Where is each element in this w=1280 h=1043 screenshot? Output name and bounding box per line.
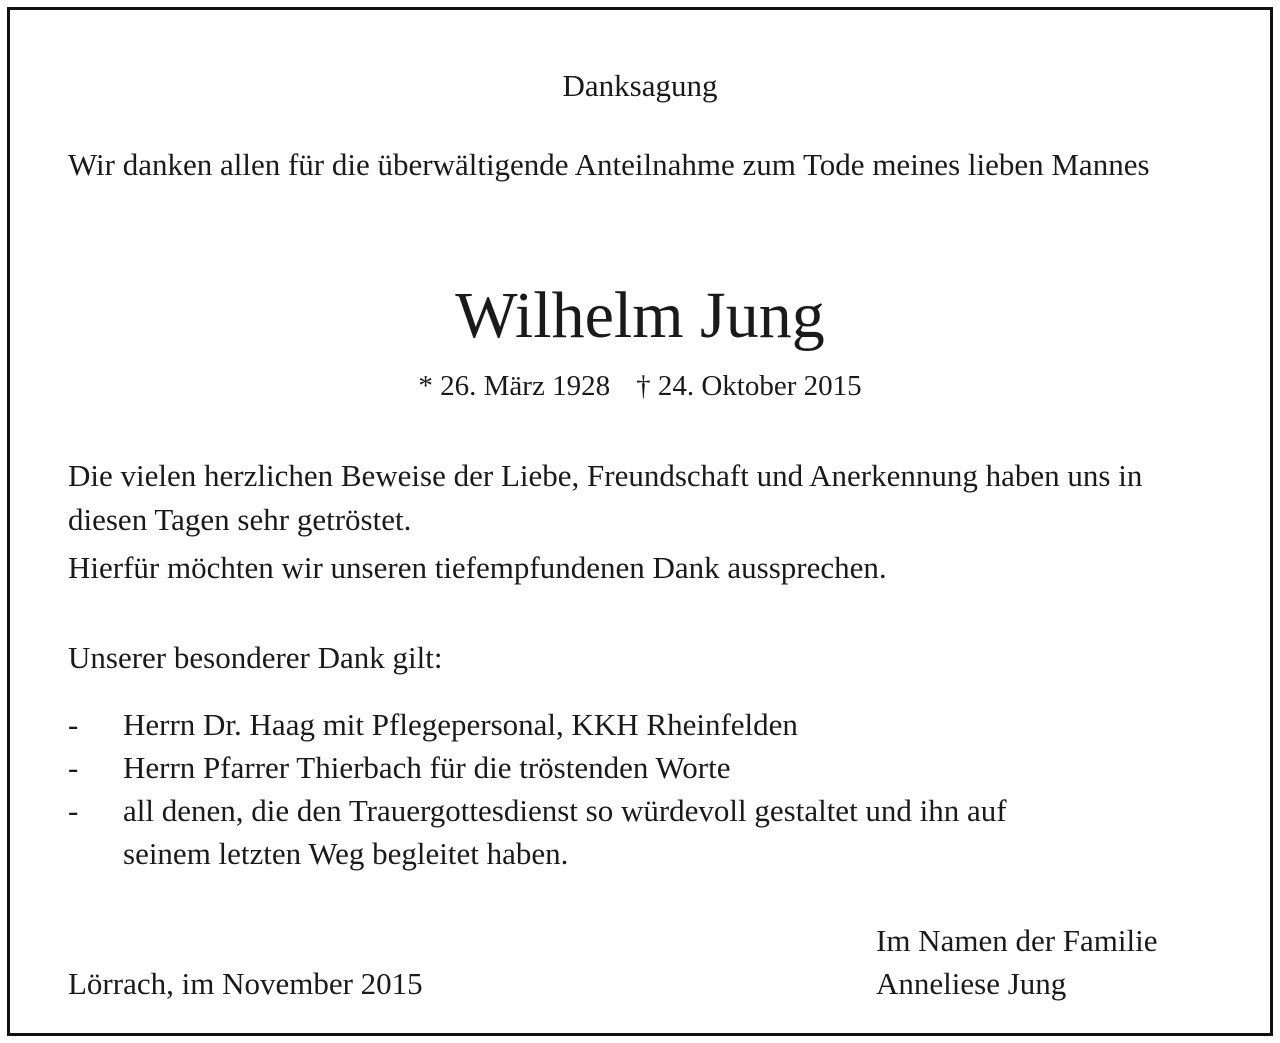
special-thanks-label: Unserer besonderer Dank gilt: xyxy=(68,640,443,675)
life-dates xyxy=(0,366,1280,406)
signature-line-family: Im Namen der Familie xyxy=(876,923,1158,958)
list-bullet: - xyxy=(68,750,79,785)
list-item-text: Herrn Dr. Haag mit Pflegepersonal, KKH Rheinfelden xyxy=(123,707,798,742)
intro-text: Wir danken allen für die überwältigende Anteilnahme zum Tode meines lieben Mannes xyxy=(68,147,1150,182)
list-item xyxy=(68,789,1068,875)
thanks-list xyxy=(68,703,1068,875)
gratitude-paragraph: Hierfür möchten wir unseren tiefempfundenen Dank aussprechen. xyxy=(68,550,887,585)
thanks-paragraph: Die vielen herzlichen Beweise der Liebe, Freundschaft und Anerkennung haben uns in diesen Tagen sehr getröstet. xyxy=(68,458,1143,537)
death-date: † 24. Oktober 2015 xyxy=(636,370,862,402)
notice-heading: Danksagung xyxy=(562,68,718,103)
list-item-text: all denen, die den Trauergottesdienst so würdevoll gestaltet und ihn auf seinem letzten Weg begleitet haben. xyxy=(123,793,1007,871)
birth-date: * 26. März 1928 xyxy=(418,370,611,402)
place-date: Lörrach, im November 2015 xyxy=(68,966,423,1001)
list-item-text: Herrn Pfarrer Thierbach für die tröstenden Worte xyxy=(123,750,731,785)
list-item xyxy=(68,746,1068,789)
list-bullet: - xyxy=(68,707,79,742)
signature-name: Anneliese Jung xyxy=(876,966,1067,1001)
list-item xyxy=(68,703,1068,746)
list-bullet: - xyxy=(68,793,79,828)
deceased-name: Wilhelm Jung xyxy=(455,279,825,352)
